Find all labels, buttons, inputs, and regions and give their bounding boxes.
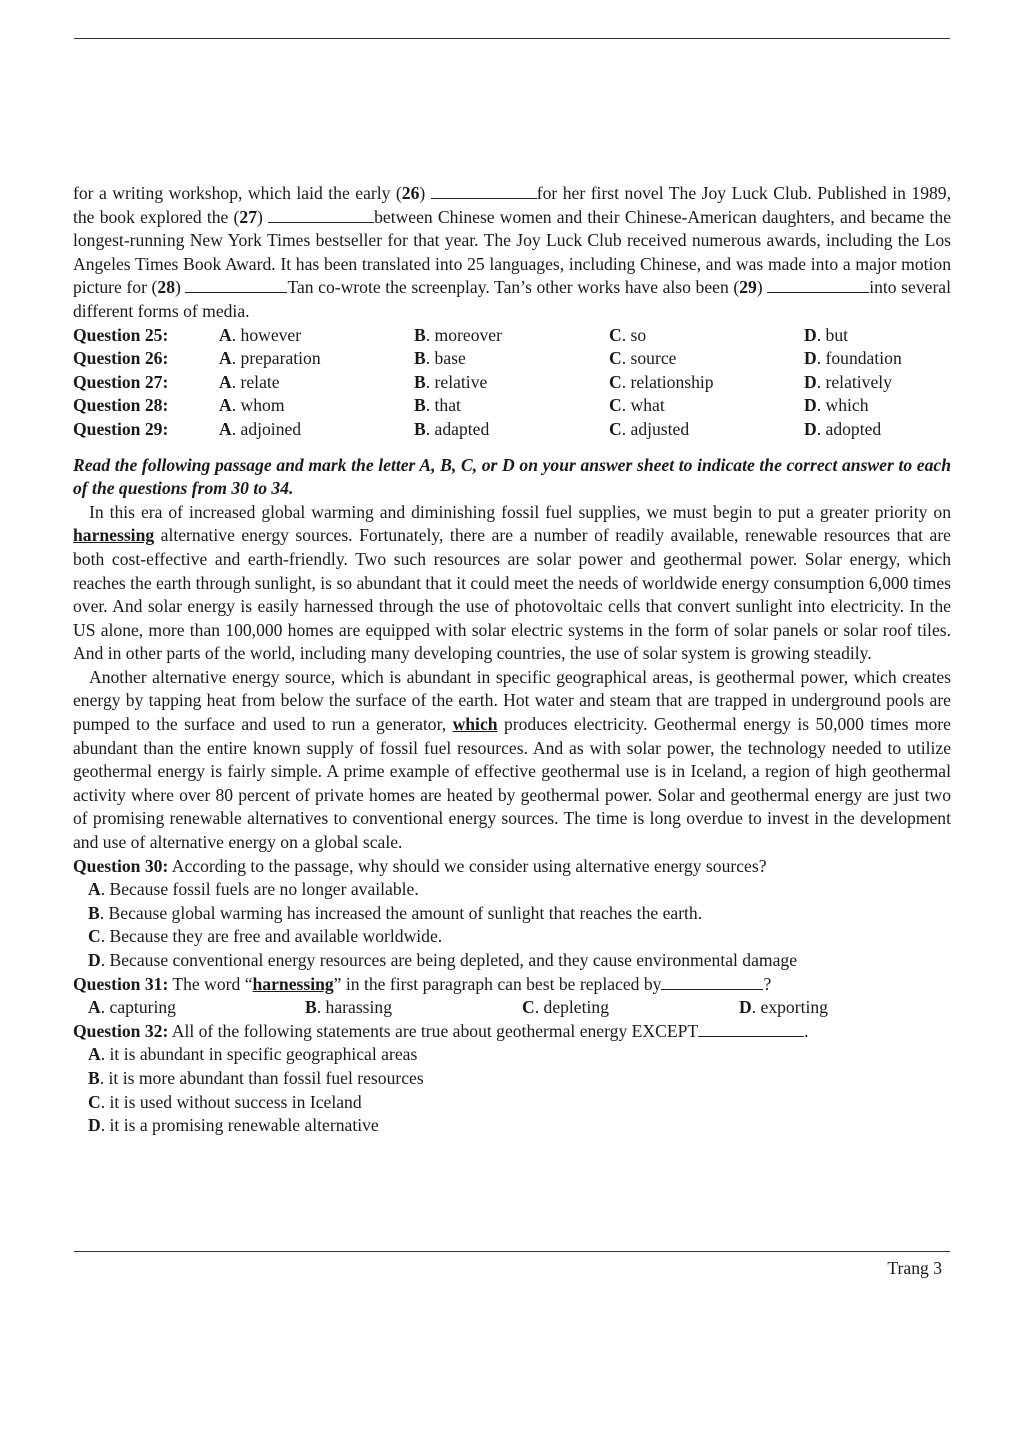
question-label: Question 27: [73, 371, 169, 392]
option-a: A. however [219, 324, 302, 345]
header-rule [74, 38, 950, 39]
question-row [73, 371, 951, 395]
option-c: C. what [609, 395, 665, 416]
question-30-option-c: C. Because they are free and available worldwide. [88, 926, 443, 947]
reading-instruction: Read the following passage and mark the letter A, B, C, or D on your answer sheet to indicate the correct answer to each of the questions from 30 to 34. [73, 454, 951, 499]
question-row [73, 418, 951, 442]
option-b: B. base [414, 348, 466, 369]
answer-blank-28 [185, 278, 287, 293]
option-c: C. relationship [609, 371, 714, 392]
question-31-option-d: D. exporting [739, 997, 828, 1018]
question-30-option-a: A. Because fossil fuels are no longer available. [88, 879, 419, 900]
cloze-passage: for a writing workshop, which laid the early (26) for her first novel The Joy Luck Club. Published in 1989, the book explored the (27) between Chinese women and their Chinese-American daughters, and became the longest-running New York Times bestseller for that year. The Joy Luck Club received numerous awards, including the Los Angeles Times Book Award. It has been translated into 25 languages, including Chinese, and was made into a major motion picture for (28) Tan co-wrote the screenplay. Tan’s other works have also been (29) into several different forms of media. [73, 183, 952, 321]
question-31-option-b: B. harassing [305, 997, 392, 1018]
question-row [73, 347, 951, 371]
question-30-stem: Question 30: According to the passage, why should we consider using alternative energy sources? [73, 855, 767, 876]
reading-paragraph-1: In this era of increased global warming and diminishing fossil fuel supplies, we must begin to put a greater priority on harnessing alternative energy sources. Fortunately, there are a number of readily available, renewable resources that are both cost-effective and earth-friendly. Two such resources are solar power and geothermal power. Solar energy, which reaches the earth through sunlight, is so abundant that it could meet the needs of worldwide energy consumption 6,000 times over. And solar energy is easily harnessed through the use of photovoltaic cells that convert sunlight into electricity. In the US alone, more than 100,000 homes are equipped with solar electric systems in the form of solar panels or solar roof tiles. And in other parts of the world, including many developing countries, the use of solar system is growing steadily. [73, 501, 951, 664]
answer-blank-29 [767, 278, 869, 293]
question-label: Question 25: [73, 324, 169, 345]
option-d: D. but [804, 324, 848, 345]
option-d: D. which [804, 395, 869, 416]
option-b: B. relative [414, 371, 488, 392]
footer-rule [74, 1251, 950, 1252]
question-32-option-c: C. it is used without success in Iceland [88, 1091, 362, 1112]
option-c: C. adjusted [609, 418, 690, 439]
question-32-option-d: D. it is a promising renewable alternative [88, 1115, 379, 1136]
cloze-options [73, 324, 951, 442]
option-b: B. that [414, 395, 461, 416]
answer-blank-32 [698, 1022, 804, 1037]
question-32-option-b: B. it is more abundant than fossil fuel resources [88, 1067, 424, 1088]
option-a: A. whom [219, 395, 285, 416]
page-number: Trang 3 [887, 1258, 942, 1278]
question-31-stem: Question 31: The word “harnessing” in the first paragraph can best be replaced by ? [73, 973, 772, 994]
question-32-stem: Question 32: All of the following statements are true about geothermal energy EXCEPT . [73, 1020, 809, 1041]
option-c: C. so [609, 324, 647, 345]
option-d: D. adopted [804, 418, 882, 439]
answer-blank-26 [431, 184, 537, 199]
option-a: A. preparation [219, 348, 321, 369]
option-b: B. moreover [414, 324, 502, 345]
option-b: B. adapted [414, 418, 490, 439]
question-31-option-a: A. capturing [88, 997, 176, 1018]
question-30-option-d: D. Because conventional energy resources are being depleted, and they cause environmental damage [88, 950, 798, 970]
answer-blank-31 [661, 975, 763, 990]
question-row [73, 394, 951, 418]
option-d: D. foundation [804, 348, 902, 369]
question-31-options [73, 996, 951, 1020]
page-content [73, 182, 951, 1138]
reading-paragraph-2: Another alternative energy source, which is abundant in specific geographical areas, is geothermal power, which creates energy by tapping heat from below the surface of the earth. Hot water and steam that are trapped in underground pools are pumped to the surface and used to run a generator, which produces electricity. Geothermal energy is 50,000 times more abundant than the entire known supply of fossil fuel resources. And as with solar power, the technology needed to utilize geothermal energy is fairly simple. A prime example of effective geothermal use is in Iceland, a region of high geothermal activity where over 80 percent of private homes are heated by geothermal power. Solar and geothermal energy are just two of promising renewable alternatives to conventional energy sources. The time is long overdue to invest in the development and use of alternative energy on a global scale. [73, 666, 951, 853]
question-label: Question 29: [73, 418, 169, 439]
option-d: D. relatively [804, 371, 892, 392]
highlighted-word-which: which [452, 714, 498, 735]
question-30-option-b: B. Because global warming has increased the amount of sunlight that reaches the earth. [88, 902, 703, 923]
option-a: A. relate [219, 371, 280, 392]
question-32-option-a: A. it is abundant in specific geographical areas [88, 1044, 418, 1065]
option-c: C. source [609, 348, 677, 369]
question-label: Question 26: [73, 348, 169, 369]
question-label: Question 28: [73, 395, 169, 416]
option-a: A. adjoined [219, 418, 302, 439]
answer-blank-27 [268, 208, 374, 223]
highlighted-word-harnessing: harnessing [73, 525, 155, 546]
question-31-option-c: C. depleting [522, 997, 609, 1018]
question-row [73, 324, 951, 348]
